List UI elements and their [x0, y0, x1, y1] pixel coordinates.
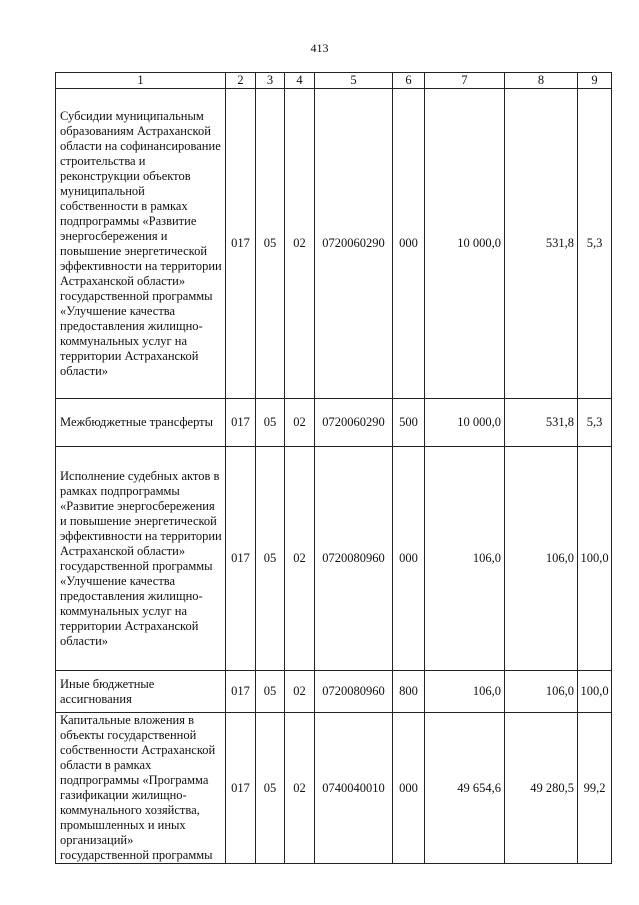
cell-3: 05 — [256, 671, 285, 713]
cell-8: 106,0 — [505, 671, 578, 713]
cell-9: 5,3 — [578, 399, 612, 447]
cell-2: 017 — [226, 713, 256, 864]
column-header-5: 5 — [315, 73, 393, 89]
cell-8: 106,0 — [505, 447, 578, 671]
table-row — [56, 399, 612, 447]
table-row — [56, 671, 612, 713]
cell-3: 05 — [256, 447, 285, 671]
cell-3: 05 — [256, 713, 285, 864]
cell-2: 017 — [226, 399, 256, 447]
column-header-7: 7 — [425, 73, 505, 89]
cell-6: 000 — [393, 89, 425, 399]
cell-6: 500 — [393, 399, 425, 447]
table-row — [56, 89, 612, 399]
cell-7: 49 654,6 — [425, 713, 505, 864]
row-name: Иные бюджетные ассигнования — [56, 671, 226, 713]
cell-7: 10 000,0 — [425, 399, 505, 447]
cell-2: 017 — [226, 447, 256, 671]
column-header-1: 1 — [56, 73, 226, 89]
cell-5: 0720060290 — [315, 89, 393, 399]
column-header-9: 9 — [578, 73, 612, 89]
budget-table — [55, 72, 612, 864]
cell-4: 02 — [285, 447, 315, 671]
column-header-4: 4 — [285, 73, 315, 89]
cell-8: 531,8 — [505, 89, 578, 399]
cell-8: 531,8 — [505, 399, 578, 447]
column-header-2: 2 — [226, 73, 256, 89]
column-header-3: 3 — [256, 73, 285, 89]
cell-4: 02 — [285, 671, 315, 713]
header-row — [56, 73, 612, 89]
row-name: Капитальные вложения в объекты государственной собственности Астраханской области в рамках подпрограммы «Программа газификации жилищно-коммунального хозяйства, промышленных и иных организаций» государственной программы — [56, 713, 226, 864]
cell-4: 02 — [285, 89, 315, 399]
column-header-6: 6 — [393, 73, 425, 89]
cell-4: 02 — [285, 713, 315, 864]
cell-5: 0720080960 — [315, 447, 393, 671]
cell-7: 106,0 — [425, 671, 505, 713]
cell-5: 0740040010 — [315, 713, 393, 864]
cell-5: 0720060290 — [315, 399, 393, 447]
cell-2: 017 — [226, 89, 256, 399]
cell-9: 99,2 — [578, 713, 612, 864]
cell-9: 5,3 — [578, 89, 612, 399]
cell-5: 0720080960 — [315, 671, 393, 713]
cell-7: 10 000,0 — [425, 89, 505, 399]
cell-3: 05 — [256, 89, 285, 399]
row-name: Субсидии муниципальным образованиям Астраханской области на софинансирование строительства и реконструкции объектов муниципальной собственности в рамках подпрограммы «Развитие энергосбережения и повышение энергетической эффективности на территории Астраханской области» государственной программы «Улучшение качества предоставления жилищно-коммунальных услуг на территории Астраханской области» — [56, 89, 226, 399]
cell-3: 05 — [256, 399, 285, 447]
cell-2: 017 — [226, 671, 256, 713]
row-name: Исполнение судебных актов в рамках подпрограммы «Развитие энергосбережения и повышение энергетической эффективности на территории Астраханской области» государственной программы «Улучшение качества предоставления жилищно-коммунальных услуг на территории Астраханской области» — [56, 447, 226, 671]
page-number: 413 — [310, 41, 329, 55]
cell-6: 800 — [393, 671, 425, 713]
column-header-8: 8 — [505, 73, 578, 89]
row-name: Межбюджетные трансферты — [56, 399, 226, 447]
cell-8: 49 280,5 — [505, 713, 578, 864]
cell-7: 106,0 — [425, 447, 505, 671]
table-row — [56, 447, 612, 671]
cell-9: 100,0 — [578, 671, 612, 713]
table-row — [56, 713, 612, 864]
cell-6: 000 — [393, 713, 425, 864]
cell-6: 000 — [393, 447, 425, 671]
cell-4: 02 — [285, 399, 315, 447]
cell-9: 100,0 — [578, 447, 612, 671]
